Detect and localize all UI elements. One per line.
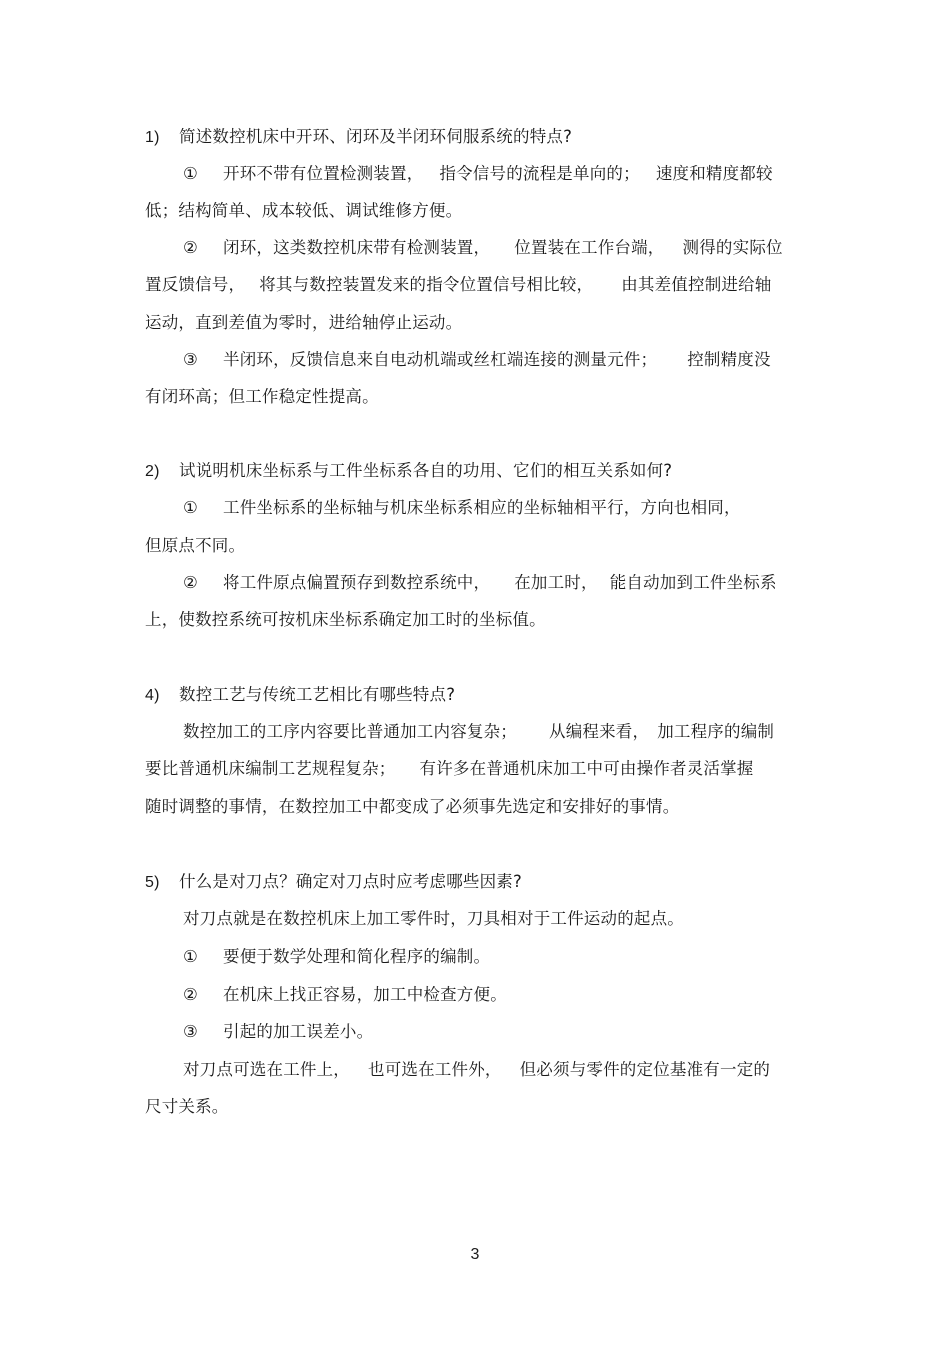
question-title: 什么是对刀点？确定对刀点时应考虑哪些因素? — [179, 872, 522, 891]
question-number: 5) — [145, 874, 160, 891]
page-number: 3 — [470, 1246, 480, 1263]
answer-line: 对刀点可选在工件上， 也可选在工件外， 但必须与零件的定位基准有一定的 — [183, 1060, 771, 1079]
circled-number: ① — [183, 947, 198, 966]
circled-number: ① — [183, 498, 198, 517]
circled-number: ② — [183, 238, 198, 257]
answer-line: 随时调整的事情，在数控加工中都变成了必须事先选定和安排好的事情。 — [145, 797, 680, 816]
answer-line: 低；结构简单、成本较低、调试维修方便。 — [145, 201, 463, 220]
answer-line: ① 要便于数学处理和简化程序的编制。 — [183, 947, 491, 966]
answer-line: ② 将工件原点偏置预存到数控系统中， 在加工时， 能自动加到工件坐标系 — [183, 573, 777, 592]
question-title: 试说明机床坐标系与工件坐标系各自的功用、它们的相互关系如何? — [179, 461, 673, 480]
question-title: 简述数控机床中开环、闭环及半闭环伺服系统的特点? — [179, 127, 573, 146]
answer-line: 数控加工的工序内容要比普通加工内容复杂； 从编程来看， 加工程序的编制 — [183, 722, 775, 741]
question-number: 1) — [145, 129, 160, 146]
question-1-heading — [145, 126, 572, 149]
answer-line: 置反馈信号， 将其与数控装置发来的指令位置信号相比较， 由其差值控制进给轴 — [145, 275, 772, 294]
answer-line: 尺寸关系。 — [145, 1097, 229, 1116]
answer-line: 对刀点就是在数控机床上加工零件时，刀具相对于工件运动的起点。 — [183, 909, 684, 928]
answer-line: ③ 半闭环，反馈信息来自电动机端或丝杠端连接的测量元件； 控制精度没 — [183, 350, 771, 369]
circled-number: ① — [183, 164, 198, 183]
answer-line: 但原点不同。 — [145, 536, 246, 555]
answer-line: ③ 引起的加工误差小。 — [183, 1022, 374, 1041]
answer-line: 要比普通机床编制工艺规程复杂； 有许多在普通机床加工中可由操作者灵活掌握 — [145, 759, 754, 778]
circled-number: ③ — [183, 350, 198, 369]
circled-number: ② — [183, 985, 198, 1004]
question-5-heading — [145, 871, 522, 894]
circled-number: ③ — [183, 1022, 198, 1041]
question-2-heading — [145, 460, 672, 483]
answer-line: ② 在机床上找正容易，加工中检查方便。 — [183, 985, 507, 1004]
answer-line: ① 工件坐标系的坐标轴与机床坐标系相应的坐标轴相平行，方向也相同， — [183, 498, 741, 517]
answer-line: 运动，直到差值为零时，进给轴停止运动。 — [145, 313, 463, 332]
circled-number: ② — [183, 573, 198, 592]
question-number: 4) — [145, 687, 160, 704]
question-4-heading — [145, 684, 455, 707]
answer-line: ① 开环不带有位置检测装置， 指令信号的流程是单向的； 速度和精度都较 — [183, 164, 773, 183]
answer-line: 有闭环高；但工作稳定性提高。 — [145, 387, 379, 406]
answer-line: 上，使数控系统可按机床坐标系确定加工时的坐标值。 — [145, 610, 546, 629]
question-title: 数控工艺与传统工艺相比有哪些特点? — [179, 685, 456, 704]
question-number: 2) — [145, 463, 160, 480]
answer-line: ② 闭环，这类数控机床带有检测装置， 位置装在工作台端， 测得的实际位 — [183, 238, 783, 257]
